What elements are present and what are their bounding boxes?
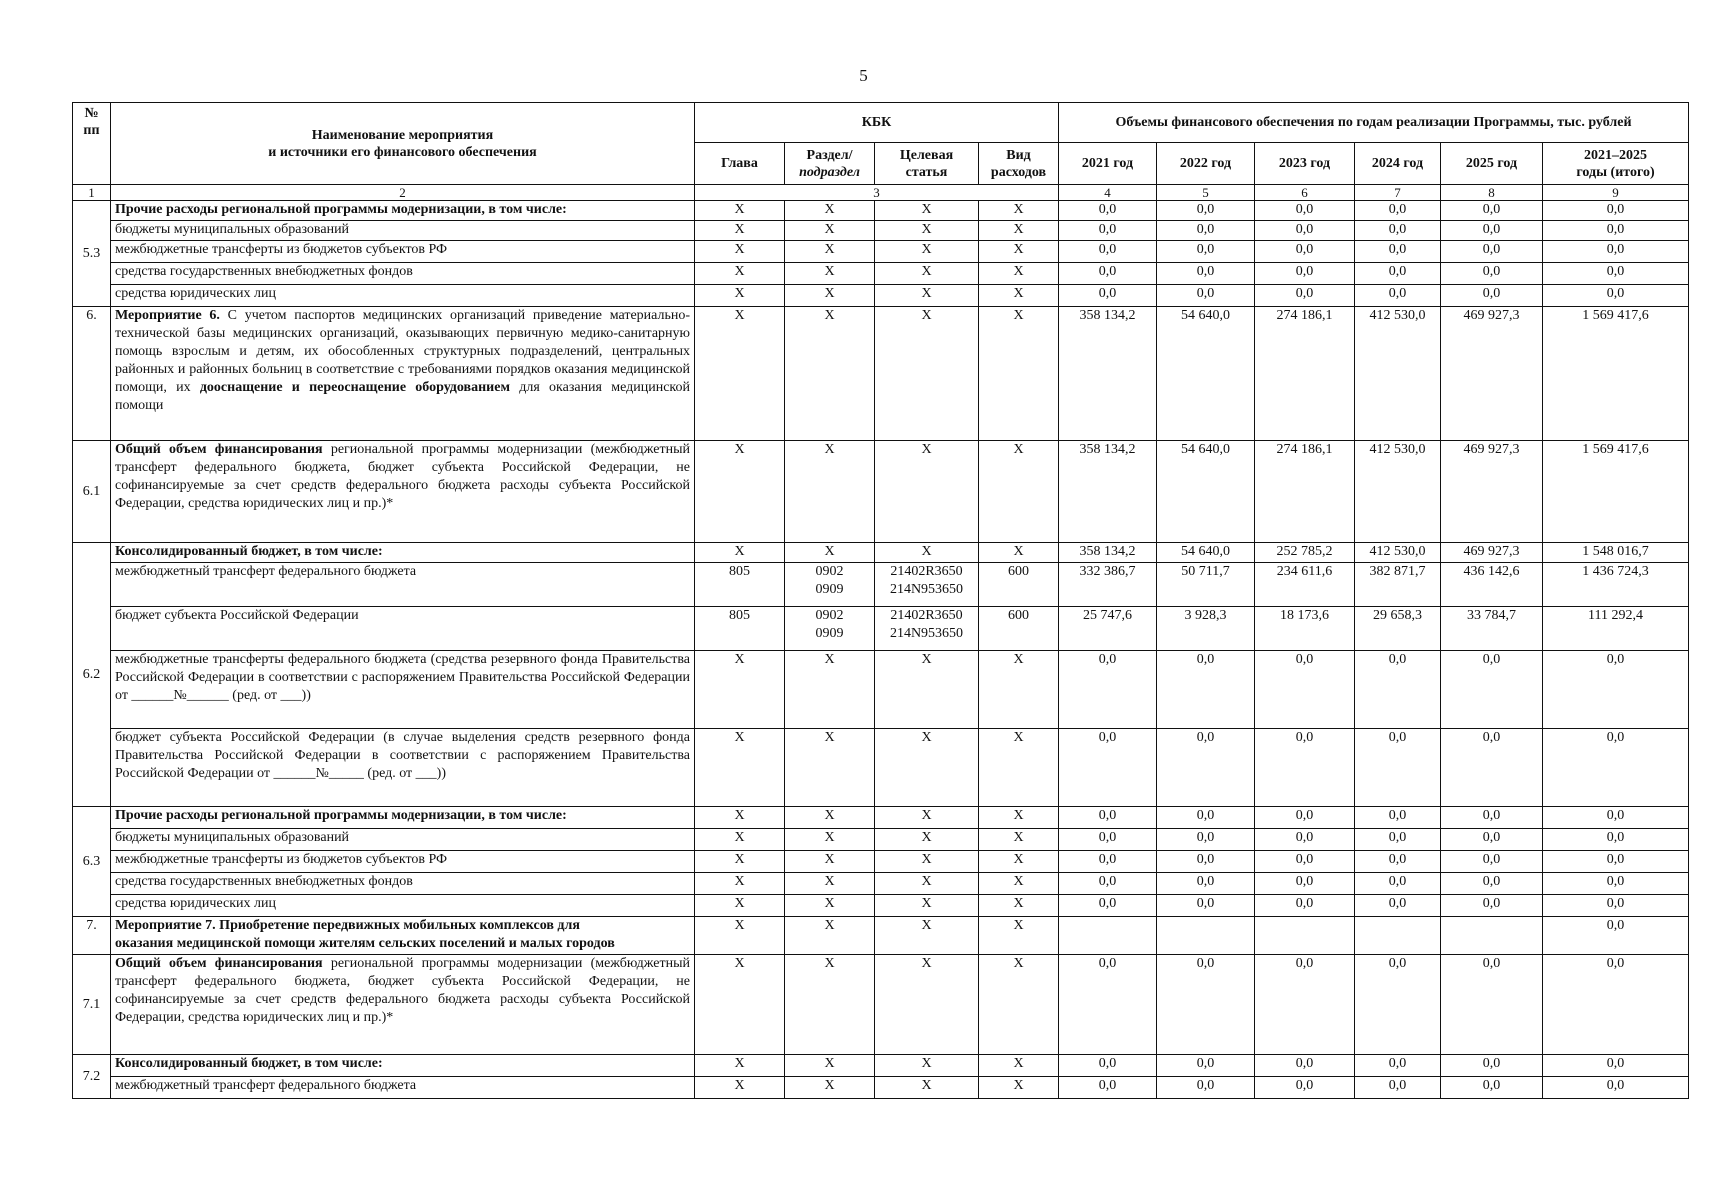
financing-table bbox=[72, 102, 1689, 1099]
item-number: 6. bbox=[73, 307, 111, 441]
cell-2024: 0,0 bbox=[1355, 851, 1441, 873]
cell-2021: 25 747,6 bbox=[1059, 607, 1157, 651]
cell-2025: 0,0 bbox=[1441, 241, 1543, 263]
cell-tsel: X bbox=[875, 441, 979, 543]
cell-total: 0,0 bbox=[1543, 955, 1689, 1055]
cell-vid: 600 bbox=[979, 607, 1059, 651]
cell-2024: 29 658,3 bbox=[1355, 607, 1441, 651]
cell-2023: 0,0 bbox=[1255, 241, 1355, 263]
cell-2021 bbox=[1059, 917, 1157, 955]
header-2025: 2025 год bbox=[1441, 143, 1543, 185]
header-2022: 2022 год bbox=[1157, 143, 1255, 185]
cell-total: 1 436 724,3 bbox=[1543, 563, 1689, 607]
cell-razdel: X bbox=[785, 873, 875, 895]
cell-2025: 436 142,6 bbox=[1441, 563, 1543, 607]
cell-2025: 0,0 bbox=[1441, 651, 1543, 729]
cell-2025: 0,0 bbox=[1441, 263, 1543, 285]
cell-total: 0,0 bbox=[1543, 895, 1689, 917]
cell-vid: X bbox=[979, 895, 1059, 917]
table-row bbox=[73, 543, 1689, 563]
cell-2025: 469 927,3 bbox=[1441, 543, 1543, 563]
cell-glava: X bbox=[695, 201, 785, 221]
header-number: № пп bbox=[73, 103, 111, 185]
cell-2023: 0,0 bbox=[1255, 729, 1355, 807]
cell-total: 1 569 417,6 bbox=[1543, 307, 1689, 441]
cell-2022: 0,0 bbox=[1157, 651, 1255, 729]
item-name: Консолидированный бюджет, в том числе: bbox=[111, 543, 695, 563]
table-row bbox=[73, 807, 1689, 829]
cell-total: 0,0 bbox=[1543, 807, 1689, 829]
column-number: 8 bbox=[1441, 185, 1543, 201]
item-name: Общий объем финансирования региональной программы модернизации (межбюджетный трансферт федерального бюджета, бюджет субъекта Российской Федерации, не софинансируемые за счет средств федерального бюджета расходы субъекта Российской Федерации, средства юридических лиц и пр.)* bbox=[111, 955, 695, 1055]
column-number: 1 bbox=[73, 185, 111, 201]
column-number: 6 bbox=[1255, 185, 1355, 201]
cell-2022: 0,0 bbox=[1157, 263, 1255, 285]
cell-razdel: 0902 0909 bbox=[785, 607, 875, 651]
cell-2022: 0,0 bbox=[1157, 285, 1255, 307]
cell-tsel: 21402R3650 214N953650 bbox=[875, 607, 979, 651]
cell-vid: X bbox=[979, 917, 1059, 955]
cell-vid: X bbox=[979, 307, 1059, 441]
cell-tsel: X bbox=[875, 873, 979, 895]
cell-2023: 0,0 bbox=[1255, 1055, 1355, 1077]
cell-tsel: X bbox=[875, 807, 979, 829]
cell-total: 1 548 016,7 bbox=[1543, 543, 1689, 563]
cell-vid: X bbox=[979, 263, 1059, 285]
cell-glava: X bbox=[695, 241, 785, 263]
table-row bbox=[73, 729, 1689, 807]
table-row bbox=[73, 851, 1689, 873]
cell-2022: 3 928,3 bbox=[1157, 607, 1255, 651]
header-kbk: КБК bbox=[695, 103, 1059, 143]
header-name: Наименование мероприятия и источники его финансового обеспечения bbox=[111, 103, 695, 185]
cell-glava: X bbox=[695, 873, 785, 895]
cell-tsel: X bbox=[875, 263, 979, 285]
cell-2023: 0,0 bbox=[1255, 285, 1355, 307]
cell-2025: 0,0 bbox=[1441, 955, 1543, 1055]
cell-vid: X bbox=[979, 441, 1059, 543]
item-name: Консолидированный бюджет, в том числе: bbox=[111, 1055, 695, 1077]
cell-2023 bbox=[1255, 917, 1355, 955]
cell-razdel: X bbox=[785, 1077, 875, 1099]
item-name: средства юридических лиц bbox=[111, 285, 695, 307]
cell-2021: 0,0 bbox=[1059, 241, 1157, 263]
cell-2022: 0,0 bbox=[1157, 851, 1255, 873]
cell-2021: 0,0 bbox=[1059, 221, 1157, 241]
cell-vid: X bbox=[979, 851, 1059, 873]
cell-2023: 0,0 bbox=[1255, 651, 1355, 729]
cell-glava: X bbox=[695, 829, 785, 851]
cell-2023: 0,0 bbox=[1255, 201, 1355, 221]
cell-total: 1 569 417,6 bbox=[1543, 441, 1689, 543]
cell-2025: 0,0 bbox=[1441, 1055, 1543, 1077]
cell-glava: X bbox=[695, 895, 785, 917]
cell-2025: 0,0 bbox=[1441, 729, 1543, 807]
cell-2022: 0,0 bbox=[1157, 1055, 1255, 1077]
cell-2025: 0,0 bbox=[1441, 851, 1543, 873]
cell-2021: 0,0 bbox=[1059, 895, 1157, 917]
column-number: 3 bbox=[695, 185, 1059, 201]
cell-razdel: X bbox=[785, 1055, 875, 1077]
cell-2024 bbox=[1355, 917, 1441, 955]
table-row bbox=[73, 651, 1689, 729]
table-row bbox=[73, 201, 1689, 221]
cell-tsel: X bbox=[875, 851, 979, 873]
cell-2025: 0,0 bbox=[1441, 201, 1543, 221]
cell-glava: X bbox=[695, 1055, 785, 1077]
item-name: Прочие расходы региональной программы модернизации, в том числе: bbox=[111, 807, 695, 829]
cell-glava: 805 bbox=[695, 607, 785, 651]
cell-tsel: X bbox=[875, 895, 979, 917]
cell-glava: X bbox=[695, 651, 785, 729]
cell-2023: 0,0 bbox=[1255, 221, 1355, 241]
item-name: межбюджетные трансферты из бюджетов субъектов РФ bbox=[111, 241, 695, 263]
cell-2022: 50 711,7 bbox=[1157, 563, 1255, 607]
cell-glava: X bbox=[695, 543, 785, 563]
cell-2024: 0,0 bbox=[1355, 729, 1441, 807]
cell-2022: 0,0 bbox=[1157, 201, 1255, 221]
cell-tsel: X bbox=[875, 201, 979, 221]
cell-2021: 0,0 bbox=[1059, 651, 1157, 729]
cell-2021: 0,0 bbox=[1059, 201, 1157, 221]
cell-vid: X bbox=[979, 241, 1059, 263]
cell-tsel: X bbox=[875, 955, 979, 1055]
cell-2022: 0,0 bbox=[1157, 829, 1255, 851]
cell-vid: X bbox=[979, 955, 1059, 1055]
item-name: межбюджетный трансферт федерального бюджета bbox=[111, 1077, 695, 1099]
cell-2024: 0,0 bbox=[1355, 201, 1441, 221]
cell-tsel: 21402R3650 214N953650 bbox=[875, 563, 979, 607]
item-name: Прочие расходы региональной программы модернизации, в том числе: bbox=[111, 201, 695, 221]
table-row bbox=[73, 241, 1689, 263]
cell-tsel: X bbox=[875, 307, 979, 441]
cell-glava: X bbox=[695, 441, 785, 543]
cell-total: 0,0 bbox=[1543, 1055, 1689, 1077]
item-name: средства юридических лиц bbox=[111, 895, 695, 917]
cell-total: 0,0 bbox=[1543, 221, 1689, 241]
cell-glava: X bbox=[695, 1077, 785, 1099]
header-2023: 2023 год bbox=[1255, 143, 1355, 185]
cell-2023: 0,0 bbox=[1255, 895, 1355, 917]
cell-2024: 0,0 bbox=[1355, 873, 1441, 895]
table-row bbox=[73, 263, 1689, 285]
cell-2023: 0,0 bbox=[1255, 1077, 1355, 1099]
table-row bbox=[73, 873, 1689, 895]
item-number: 7.1 bbox=[73, 955, 111, 1055]
item-number: 5.3 bbox=[73, 201, 111, 307]
cell-vid: X bbox=[979, 221, 1059, 241]
cell-vid: X bbox=[979, 285, 1059, 307]
cell-vid: X bbox=[979, 1055, 1059, 1077]
cell-2022: 54 640,0 bbox=[1157, 307, 1255, 441]
column-number: 2 bbox=[111, 185, 695, 201]
cell-razdel: X bbox=[785, 221, 875, 241]
cell-razdel: X bbox=[785, 807, 875, 829]
table-row bbox=[73, 917, 1689, 955]
cell-2022: 0,0 bbox=[1157, 241, 1255, 263]
cell-2021: 0,0 bbox=[1059, 729, 1157, 807]
cell-tsel: X bbox=[875, 651, 979, 729]
cell-total: 0,0 bbox=[1543, 917, 1689, 955]
cell-glava: X bbox=[695, 221, 785, 241]
cell-2025: 469 927,3 bbox=[1441, 441, 1543, 543]
cell-tsel: X bbox=[875, 917, 979, 955]
table-row bbox=[73, 607, 1689, 651]
cell-tsel: X bbox=[875, 285, 979, 307]
cell-2024: 0,0 bbox=[1355, 221, 1441, 241]
cell-2024: 412 530,0 bbox=[1355, 307, 1441, 441]
cell-razdel: X bbox=[785, 851, 875, 873]
cell-tsel: X bbox=[875, 1055, 979, 1077]
table-row bbox=[73, 221, 1689, 241]
column-number: 9 bbox=[1543, 185, 1689, 201]
cell-2024: 0,0 bbox=[1355, 1055, 1441, 1077]
cell-2023: 0,0 bbox=[1255, 955, 1355, 1055]
header-volumes: Объемы финансового обеспечения по годам реализации Программы, тыс. рублей bbox=[1059, 103, 1689, 143]
cell-tsel: X bbox=[875, 1077, 979, 1099]
cell-2024: 382 871,7 bbox=[1355, 563, 1441, 607]
column-number: 7 bbox=[1355, 185, 1441, 201]
cell-2022: 0,0 bbox=[1157, 955, 1255, 1055]
cell-total: 0,0 bbox=[1543, 1077, 1689, 1099]
cell-2023: 0,0 bbox=[1255, 263, 1355, 285]
cell-2022: 0,0 bbox=[1157, 873, 1255, 895]
cell-razdel: X bbox=[785, 651, 875, 729]
cell-2021: 0,0 bbox=[1059, 829, 1157, 851]
cell-2025: 0,0 bbox=[1441, 807, 1543, 829]
cell-2021: 0,0 bbox=[1059, 851, 1157, 873]
cell-2024: 0,0 bbox=[1355, 1077, 1441, 1099]
item-name: средства государственных внебюджетных фондов bbox=[111, 873, 695, 895]
cell-vid: X bbox=[979, 1077, 1059, 1099]
cell-razdel: X bbox=[785, 201, 875, 221]
cell-razdel: X bbox=[785, 285, 875, 307]
cell-2021: 0,0 bbox=[1059, 955, 1157, 1055]
item-number: 7.2 bbox=[73, 1055, 111, 1099]
cell-2023: 234 611,6 bbox=[1255, 563, 1355, 607]
cell-razdel: X bbox=[785, 441, 875, 543]
cell-razdel: X bbox=[785, 543, 875, 563]
cell-2024: 0,0 bbox=[1355, 829, 1441, 851]
cell-glava: X bbox=[695, 807, 785, 829]
item-name: бюджеты муниципальных образований bbox=[111, 829, 695, 851]
cell-2021: 332 386,7 bbox=[1059, 563, 1157, 607]
cell-2022: 0,0 bbox=[1157, 1077, 1255, 1099]
cell-glava: X bbox=[695, 285, 785, 307]
cell-2021: 0,0 bbox=[1059, 263, 1157, 285]
cell-glava: X bbox=[695, 917, 785, 955]
item-name: Общий объем финансирования региональной программы модернизации (межбюджетный трансферт федерального бюджета, бюджет субъекта Российской Федерации, не софинансируемые за счет средств федерального бюджета расходы субъекта Российской Федерации, средства юридических лиц и пр.)* bbox=[111, 441, 695, 543]
cell-2025: 0,0 bbox=[1441, 1077, 1543, 1099]
cell-2022: 54 640,0 bbox=[1157, 441, 1255, 543]
item-name: бюджет субъекта Российской Федерации bbox=[111, 607, 695, 651]
cell-2025 bbox=[1441, 917, 1543, 955]
cell-2025: 0,0 bbox=[1441, 895, 1543, 917]
cell-vid: X bbox=[979, 807, 1059, 829]
cell-razdel: X bbox=[785, 263, 875, 285]
cell-2025: 33 784,7 bbox=[1441, 607, 1543, 651]
cell-2023: 274 186,1 bbox=[1255, 441, 1355, 543]
cell-vid: X bbox=[979, 201, 1059, 221]
cell-2024: 0,0 bbox=[1355, 241, 1441, 263]
cell-2024: 0,0 bbox=[1355, 263, 1441, 285]
cell-razdel: X bbox=[785, 829, 875, 851]
item-name: средства государственных внебюджетных фондов bbox=[111, 263, 695, 285]
cell-2024: 0,0 bbox=[1355, 895, 1441, 917]
cell-total: 0,0 bbox=[1543, 873, 1689, 895]
page-number: 5 bbox=[859, 66, 868, 85]
cell-tsel: X bbox=[875, 729, 979, 807]
cell-razdel: X bbox=[785, 895, 875, 917]
cell-glava: X bbox=[695, 729, 785, 807]
table-row bbox=[73, 829, 1689, 851]
cell-2024: 0,0 bbox=[1355, 807, 1441, 829]
cell-vid: X bbox=[979, 873, 1059, 895]
cell-tsel: X bbox=[875, 829, 979, 851]
cell-razdel: X bbox=[785, 729, 875, 807]
cell-2022: 0,0 bbox=[1157, 221, 1255, 241]
cell-2021: 358 134,2 bbox=[1059, 307, 1157, 441]
table-row bbox=[73, 307, 1689, 441]
table-row bbox=[73, 563, 1689, 607]
cell-2022: 0,0 bbox=[1157, 729, 1255, 807]
cell-2021: 0,0 bbox=[1059, 285, 1157, 307]
cell-2024: 0,0 bbox=[1355, 955, 1441, 1055]
cell-glava: 805 bbox=[695, 563, 785, 607]
cell-2023: 18 173,6 bbox=[1255, 607, 1355, 651]
cell-2021: 0,0 bbox=[1059, 1055, 1157, 1077]
table-row bbox=[73, 1077, 1689, 1099]
cell-2022: 54 640,0 bbox=[1157, 543, 1255, 563]
cell-glava: X bbox=[695, 955, 785, 1055]
cell-total: 0,0 bbox=[1543, 285, 1689, 307]
cell-2025: 469 927,3 bbox=[1441, 307, 1543, 441]
cell-2023: 0,0 bbox=[1255, 829, 1355, 851]
cell-total: 0,0 bbox=[1543, 201, 1689, 221]
cell-total: 0,0 bbox=[1543, 263, 1689, 285]
cell-razdel: 0902 0909 bbox=[785, 563, 875, 607]
cell-2023: 0,0 bbox=[1255, 807, 1355, 829]
cell-tsel: X bbox=[875, 543, 979, 563]
cell-total: 0,0 bbox=[1543, 851, 1689, 873]
cell-2024: 0,0 bbox=[1355, 285, 1441, 307]
header-razdel: Раздел/ подраздел bbox=[785, 143, 875, 185]
cell-razdel: X bbox=[785, 307, 875, 441]
cell-total: 0,0 bbox=[1543, 829, 1689, 851]
table-row bbox=[73, 285, 1689, 307]
header-total: 2021–2025 годы (итого) bbox=[1543, 143, 1689, 185]
table-row bbox=[73, 441, 1689, 543]
item-name: бюджет субъекта Российской Федерации (в случае выделения средств резервного фонда Правительства Российской Федерации в соответствии с распоряжением Правительства Российской Федерации от ______№_____ (ред. от ___)) bbox=[111, 729, 695, 807]
cell-2023: 252 785,2 bbox=[1255, 543, 1355, 563]
cell-total: 0,0 bbox=[1543, 651, 1689, 729]
cell-vid: X bbox=[979, 729, 1059, 807]
cell-2022: 0,0 bbox=[1157, 895, 1255, 917]
item-name: бюджеты муниципальных образований bbox=[111, 221, 695, 241]
cell-razdel: X bbox=[785, 241, 875, 263]
column-number: 5 bbox=[1157, 185, 1255, 201]
header-2024: 2024 год bbox=[1355, 143, 1441, 185]
cell-2021: 0,0 bbox=[1059, 873, 1157, 895]
cell-2023: 0,0 bbox=[1255, 873, 1355, 895]
item-name: Мероприятие 6. С учетом паспортов медицинских организаций приведение материально-технической базы медицинских организаций, оказывающих первичную медико-санитарную помощь взрослым и детям, их обособленных структурных подразделений, центральных районных и районных больниц в соответствие с требованиями порядков оказания медицинской помощи, их дооснащение и переоснащение оборудованием для оказания медицинской помощи bbox=[111, 307, 695, 441]
cell-2025: 0,0 bbox=[1441, 829, 1543, 851]
cell-2024: 0,0 bbox=[1355, 651, 1441, 729]
cell-2025: 0,0 bbox=[1441, 873, 1543, 895]
cell-2025: 0,0 bbox=[1441, 221, 1543, 241]
cell-2025: 0,0 bbox=[1441, 285, 1543, 307]
cell-glava: X bbox=[695, 263, 785, 285]
item-number: 7. bbox=[73, 917, 111, 955]
table-row bbox=[73, 895, 1689, 917]
cell-2021: 0,0 bbox=[1059, 807, 1157, 829]
item-name: межбюджетные трансферты из бюджетов субъектов РФ bbox=[111, 851, 695, 873]
cell-2022: 0,0 bbox=[1157, 807, 1255, 829]
cell-vid: 600 bbox=[979, 563, 1059, 607]
table-row bbox=[73, 1055, 1689, 1077]
cell-vid: X bbox=[979, 829, 1059, 851]
cell-2021: 358 134,2 bbox=[1059, 441, 1157, 543]
header-vid: Вид расходов bbox=[979, 143, 1059, 185]
cell-total: 0,0 bbox=[1543, 729, 1689, 807]
item-number: 6.2 bbox=[73, 543, 111, 807]
cell-2023: 0,0 bbox=[1255, 851, 1355, 873]
cell-tsel: X bbox=[875, 241, 979, 263]
column-numbers-row bbox=[73, 185, 1689, 201]
cell-2023: 274 186,1 bbox=[1255, 307, 1355, 441]
cell-2024: 412 530,0 bbox=[1355, 441, 1441, 543]
item-name: межбюджетные трансферты федерального бюджета (средства резервного фонда Правительства Российской Федерации в соответствии с распоряжением Правительства Российской Федерации от ______№______ (ред. от ___)) bbox=[111, 651, 695, 729]
cell-2022 bbox=[1157, 917, 1255, 955]
table-row bbox=[73, 955, 1689, 1055]
item-name: межбюджетный трансферт федерального бюджета bbox=[111, 563, 695, 607]
column-number: 4 bbox=[1059, 185, 1157, 201]
cell-2021: 0,0 bbox=[1059, 1077, 1157, 1099]
cell-vid: X bbox=[979, 543, 1059, 563]
cell-total: 0,0 bbox=[1543, 241, 1689, 263]
cell-glava: X bbox=[695, 307, 785, 441]
cell-tsel: X bbox=[875, 221, 979, 241]
item-number: 6.1 bbox=[73, 441, 111, 543]
header-2021: 2021 год bbox=[1059, 143, 1157, 185]
cell-vid: X bbox=[979, 651, 1059, 729]
cell-total: 111 292,4 bbox=[1543, 607, 1689, 651]
header-tsel: Целевая статья bbox=[875, 143, 979, 185]
header-glava: Глава bbox=[695, 143, 785, 185]
cell-2024: 412 530,0 bbox=[1355, 543, 1441, 563]
cell-glava: X bbox=[695, 851, 785, 873]
item-number: 6.3 bbox=[73, 807, 111, 917]
cell-razdel: X bbox=[785, 917, 875, 955]
cell-razdel: X bbox=[785, 955, 875, 1055]
item-name: Мероприятие 7. Приобретение передвижных мобильных комплексов для оказания медицинской помощи жителям сельских поселений и малых городов bbox=[111, 917, 695, 955]
cell-2021: 358 134,2 bbox=[1059, 543, 1157, 563]
